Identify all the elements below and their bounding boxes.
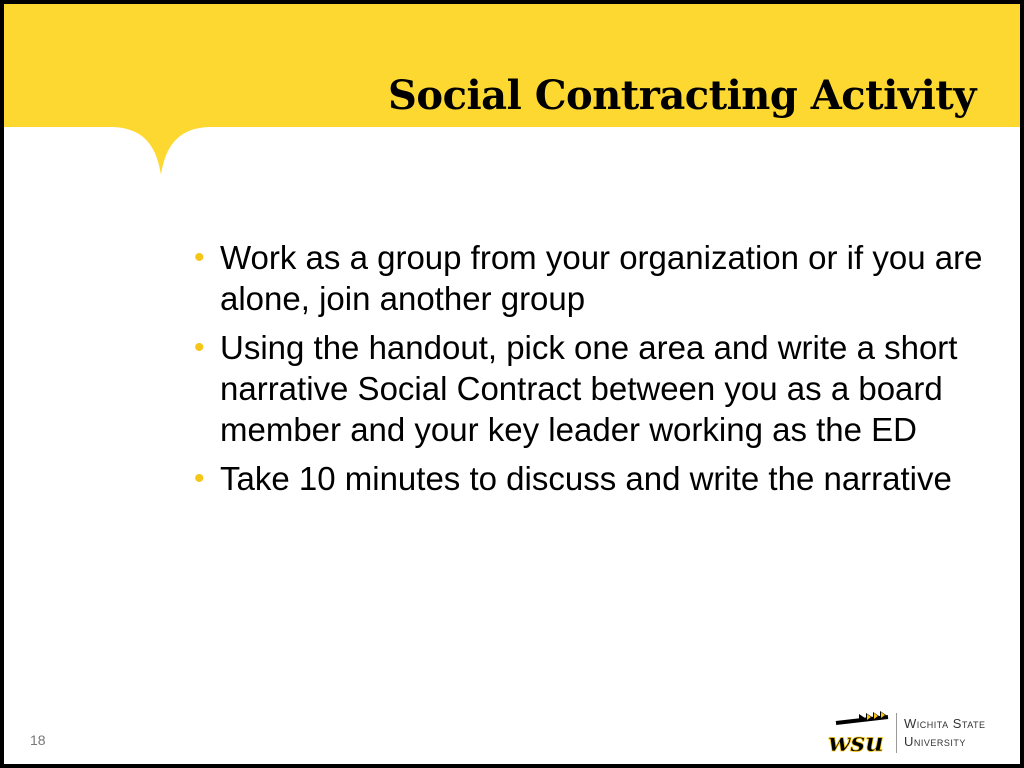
bullet-marker: • bbox=[194, 331, 205, 364]
bullet-list-container bbox=[190, 237, 1020, 507]
university-name-line1: Wichita State bbox=[904, 716, 986, 731]
bullet-marker: • bbox=[194, 241, 205, 274]
bullet-item bbox=[190, 237, 1020, 319]
shocker-wheat-logo-icon bbox=[826, 709, 892, 759]
svg-text:wsu: wsu bbox=[828, 728, 884, 758]
bullet-marker: • bbox=[194, 462, 205, 495]
bullet-list bbox=[190, 237, 1020, 499]
university-logo bbox=[826, 709, 996, 759]
logo-divider bbox=[896, 713, 897, 753]
university-name-line2: University bbox=[904, 734, 966, 749]
university-name bbox=[904, 715, 986, 751]
bullet-item bbox=[190, 458, 1020, 499]
bullet-text: Work as a group from your organization or if you are alone, join another group bbox=[220, 239, 983, 317]
bullet-item bbox=[190, 327, 1020, 450]
bullet-text: Take 10 minutes to discuss and write the narrative bbox=[220, 460, 952, 497]
slide-title: Social Contracting Activity bbox=[388, 72, 976, 119]
page-number: 18 bbox=[30, 732, 46, 748]
bullet-text: Using the handout, pick one area and write a short narrative Social Contract between you as a board member and your key leader working as the ED bbox=[220, 329, 958, 448]
